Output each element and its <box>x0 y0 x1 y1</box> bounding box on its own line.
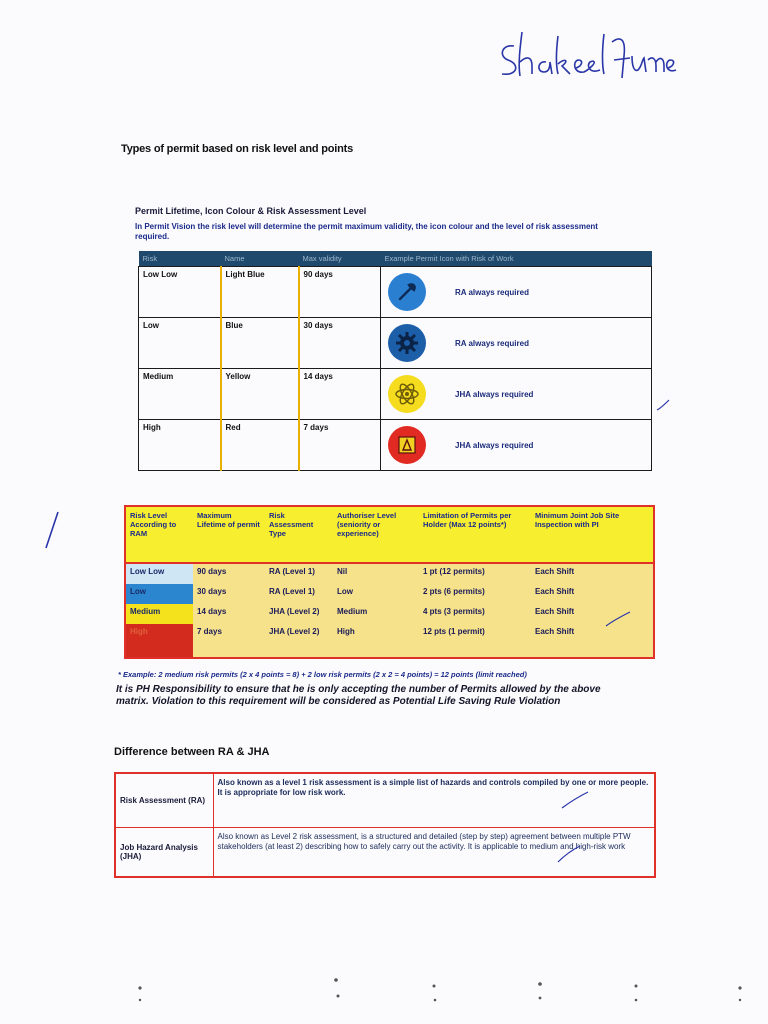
tick-mark <box>604 610 632 630</box>
header-authoriser-level: Authoriser Level (seniority or experience) <box>333 506 419 563</box>
requirement-text: RA always required <box>455 287 529 297</box>
table-row <box>139 369 652 420</box>
signature-scribble <box>492 26 682 96</box>
cell-validity: 30 days <box>299 318 381 369</box>
permit-section-intro: In Permit Vision the risk level will determine the permit maximum validity, the icon colour and the level of risk assessment required. <box>135 222 598 241</box>
cell-risk-level: Low Low <box>125 563 193 584</box>
cell-limitation: 2 pts (6 permits) <box>419 584 531 604</box>
cell-icon <box>381 369 652 420</box>
header-risk: Risk <box>139 251 221 267</box>
cell-icon <box>381 318 652 369</box>
responsibility-statement: It is PH Responsibility to ensure that he is only accepting the number of Permits allowed by the above matrix. Violation to this requirement will be considered as Potential Life Saving Rule Violation <box>116 684 601 707</box>
scan-noise <box>0 960 768 1020</box>
cell-lifetime: 7 days <box>193 624 265 658</box>
table-row <box>125 584 654 604</box>
cell-name: Red <box>221 420 299 471</box>
permit-limits-table <box>124 505 655 659</box>
header-validity: Max validity <box>299 251 381 267</box>
cell-risk: High <box>139 420 221 471</box>
header-icon: Example Permit Icon with Risk of Work <box>381 251 652 267</box>
permit-section-title: Permit Lifetime, Icon Colour & Risk Assessment Level <box>135 206 367 216</box>
cell-risk-level: Low <box>125 584 193 604</box>
atom-icon <box>387 374 427 414</box>
cell-name: Yellow <box>221 369 299 420</box>
header-limitation: Limitation of Permits per Holder (Max 12 points*) <box>419 506 531 563</box>
cell-inspection: Each Shift <box>531 563 654 584</box>
gear-icon <box>387 323 427 363</box>
table-row <box>125 624 654 658</box>
cell-name: Blue <box>221 318 299 369</box>
header-max-lifetime: Maximum Lifetime of permit <box>193 506 265 563</box>
cell-validity: 7 days <box>299 420 381 471</box>
cell-icon <box>381 420 652 471</box>
table-header-row <box>139 251 652 267</box>
cell-risk-level: Medium <box>125 604 193 624</box>
table-row <box>139 420 652 471</box>
cell-type: JHA (Level 2) <box>265 624 333 658</box>
header-name: Name <box>221 251 299 267</box>
cell-type: JHA (Level 2) <box>265 604 333 624</box>
cell-limitation: 4 pts (3 permits) <box>419 604 531 624</box>
cell-limitation: 12 pts (1 permit) <box>419 624 531 658</box>
wrench-icon <box>387 272 427 312</box>
cell-risk: Medium <box>139 369 221 420</box>
tick-mark <box>655 398 671 414</box>
page-heading: Types of permit based on risk level and points <box>121 143 354 155</box>
cell-limitation: 1 pt (12 permits) <box>419 563 531 584</box>
cell-lifetime: 90 days <box>193 563 265 584</box>
pen-mark <box>40 508 64 552</box>
cell-authoriser: Low <box>333 584 419 604</box>
table-row <box>125 563 654 584</box>
cell-inspection: Each Shift <box>531 604 654 624</box>
requirement-text: JHA always required <box>455 440 534 450</box>
cell-risk-level: High <box>125 624 193 658</box>
cell-risk: Low <box>139 318 221 369</box>
cell-name: Light Blue <box>221 267 299 318</box>
table-row <box>139 267 652 318</box>
requirement-text: RA always required <box>455 338 529 348</box>
cell-description: Also known as a level 1 risk assessment is a simple list of hazards and controls compiled by one or more people. It is appropriate for low risk work. <box>213 773 655 828</box>
cell-validity: 90 days <box>299 267 381 318</box>
cell-label: Job Hazard Analysis (JHA) <box>115 828 213 878</box>
cell-validity: 14 days <box>299 369 381 420</box>
cell-inspection: Each Shift <box>531 624 654 658</box>
tick-mark <box>560 790 590 812</box>
cell-description: Also known as Level 2 risk assessment, is a structured and detailed (step by step) agreement between multiple PTW stakeholders (at least 2) describing how to safely carry out the activity. It is applicable to medium and high-risk work <box>213 828 655 878</box>
cell-inspection: Each Shift <box>531 584 654 604</box>
permit-lifetime-table <box>138 251 652 471</box>
difference-title: Difference between RA & JHA <box>114 746 270 758</box>
header-inspection: Minimum Joint Job Site Inspection with PI <box>531 506 654 563</box>
cell-icon <box>381 267 652 318</box>
header-risk-level: Risk Level According to RAM <box>125 506 193 563</box>
cell-type: RA (Level 1) <box>265 563 333 584</box>
cell-risk: Low Low <box>139 267 221 318</box>
footnote: * Example: 2 medium risk permits (2 x 4 points = 8) + 2 low risk permits (2 x 2 = 4 points) = 12 points (limit reached) <box>118 670 527 679</box>
cell-authoriser: Nil <box>333 563 419 584</box>
requirement-text: JHA always required <box>455 389 534 399</box>
tick-mark <box>556 844 582 866</box>
signature-text <box>682 26 683 27</box>
table-row <box>139 318 652 369</box>
hazard-icon <box>387 425 427 465</box>
table-header-row <box>125 506 654 563</box>
table-row <box>125 604 654 624</box>
cell-type: RA (Level 1) <box>265 584 333 604</box>
cell-label: Risk Assessment (RA) <box>115 773 213 828</box>
cell-lifetime: 14 days <box>193 604 265 624</box>
signature <box>492 26 682 96</box>
header-assessment-type: Risk Assessment Type <box>265 506 333 563</box>
cell-authoriser: Medium <box>333 604 419 624</box>
cell-lifetime: 30 days <box>193 584 265 604</box>
cell-authoriser: High <box>333 624 419 658</box>
